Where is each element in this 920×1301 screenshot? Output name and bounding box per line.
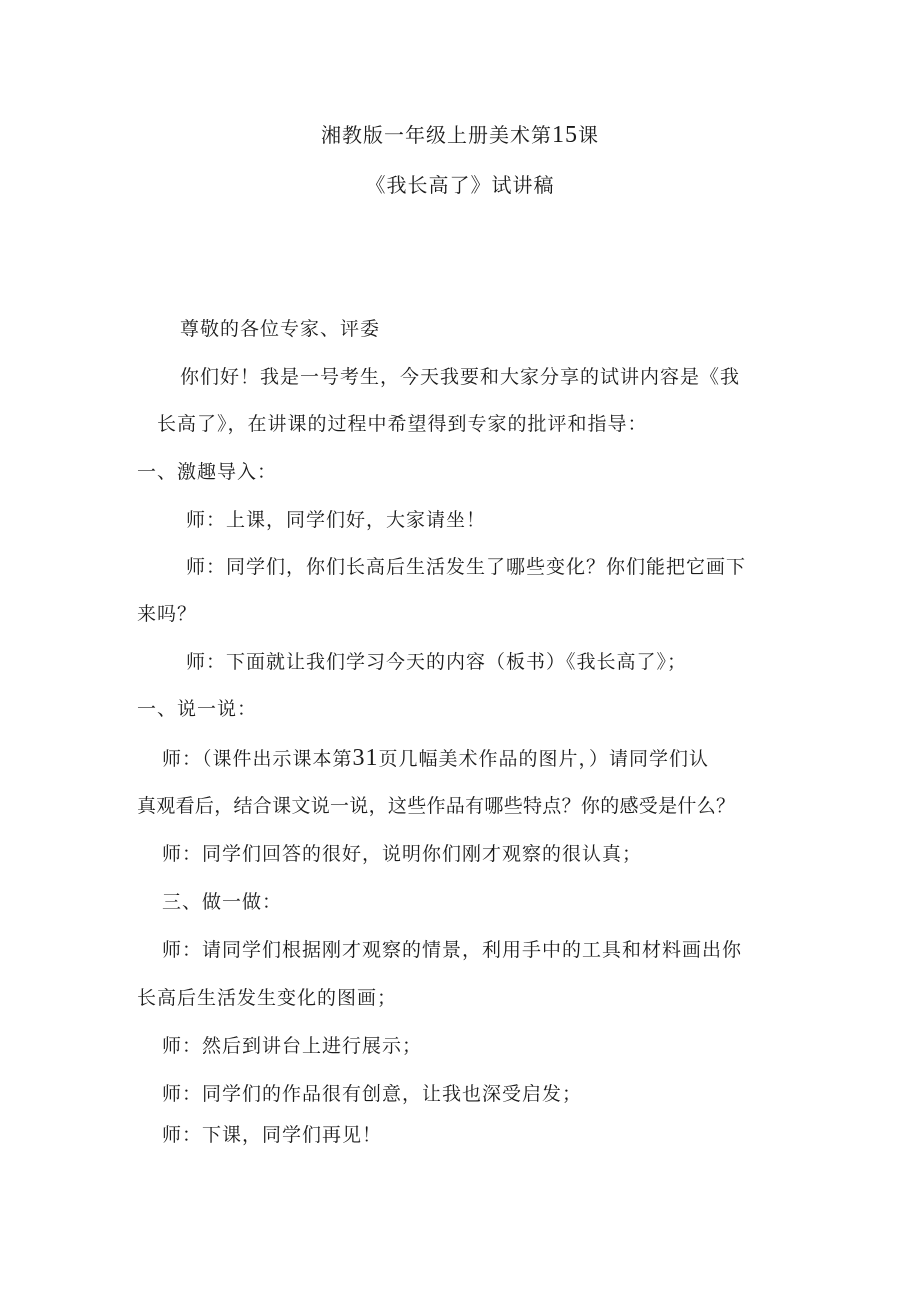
- s1-paragraph-2-line-1: 师：同学们，你们长高后生活发生了哪些变化？你们能把它画下: [186, 556, 747, 578]
- document-subtitle: 《我长高了》试讲稿: [365, 173, 555, 197]
- section-heading-3: 三、做一做：: [162, 891, 283, 913]
- title-suffix: 课: [578, 123, 599, 147]
- s3-paragraph-4: 师：下课，同学们再见！: [162, 1124, 383, 1146]
- page-number: 31: [352, 745, 379, 771]
- intro-line-1: 你们好！我是一号考生，今天我要和大家分享的试讲内容是《我: [180, 366, 741, 388]
- document-title: [0, 122, 920, 148]
- section-heading-2: 一、说一说：: [137, 698, 258, 720]
- s3-paragraph-3: 师：同学们的作品很有创意，让我也深受启发；: [162, 1083, 583, 1105]
- s2-paragraph-2: 师：同学们回答的很好，说明你们刚才观察的很认真；: [162, 843, 643, 865]
- s2-line-suffix: 页几幅美术作品的图片，）请同学们认: [378, 748, 710, 770]
- s1-paragraph-3: 师：下面就让我们学习今天的内容（板书）《我长高了》；: [186, 651, 688, 673]
- s3-paragraph-2: 师：然后到讲台上进行展示；: [162, 1035, 423, 1057]
- s3-paragraph-1-line-2: 长高后生活发生变化的图画；: [137, 987, 398, 1009]
- s1-paragraph-1: 师：上课，同学们好，大家请坐！: [186, 509, 487, 531]
- s2-paragraph-1-line-2: 真观看后，结合课文说一说，这些作品有哪些特点？你的感受是什么？: [137, 795, 736, 817]
- s3-paragraph-1-line-1: 师：请同学们根据刚才观察的情景，利用手中的工具和材料画出你: [162, 939, 743, 961]
- s2-line-prefix: 师：（课件出示课本第: [162, 748, 353, 770]
- title-number: 15: [552, 122, 578, 148]
- title-prefix: 湘教版一年级上册美术第: [321, 123, 552, 147]
- greeting: 尊敬的各位专家、评委: [180, 318, 381, 340]
- s2-paragraph-1-line-1: [162, 745, 709, 772]
- s1-paragraph-2-line-2: 来吗？: [137, 603, 198, 625]
- section-heading-1: 一、激趣导入：: [137, 461, 278, 483]
- intro-line-2: 长高了》，在讲课的过程中希望得到专家的批评和指导：: [157, 413, 648, 435]
